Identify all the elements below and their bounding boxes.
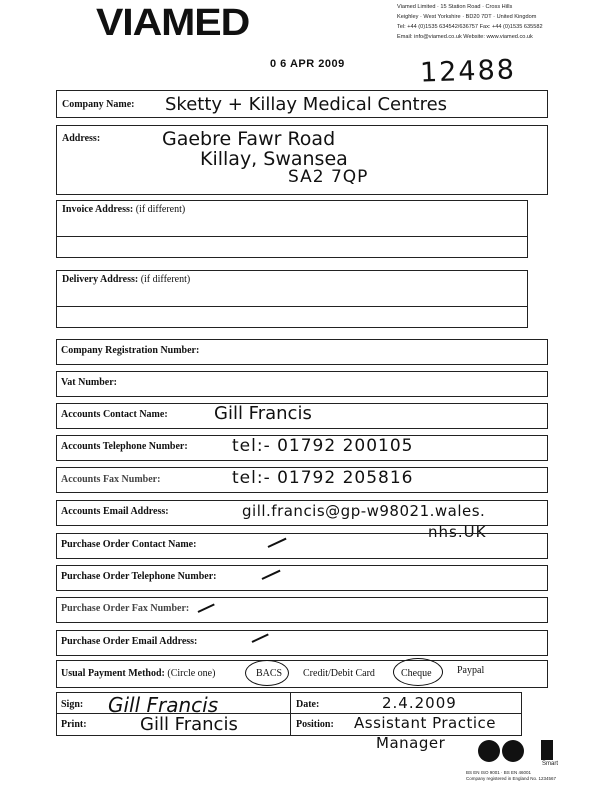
divider (56, 306, 527, 307)
payment-circle-cheque (393, 658, 443, 686)
po-email-label: Purchase Order Email Address: (61, 636, 198, 647)
address-line-3[interactable]: SA2 7QP (288, 167, 369, 187)
accounts-telephone-value[interactable]: tel:- 01792 200105 (232, 436, 414, 456)
address-line: Viamed Limited · 15 Station Road · Cross Hills (397, 4, 513, 10)
accounts-contact-value[interactable]: Gill Francis (214, 403, 312, 424)
divider (290, 692, 291, 735)
address-line-2[interactable]: Killay, Swansea (200, 148, 348, 170)
vat-label: Vat Number: (61, 377, 118, 388)
print-value[interactable]: Gill Francis (140, 714, 238, 735)
company-name-label: Company Name: (62, 99, 135, 110)
footer-line: BS EN ISO 9001 · BS EN 46001 (466, 770, 532, 775)
delivery-address-label (62, 274, 190, 285)
po-telephone-label: Purchase Order Telephone Number: (61, 571, 217, 582)
sign-value[interactable]: Gill Francis (108, 693, 219, 717)
po-contact-label: Purchase Order Contact Name: (61, 539, 197, 550)
certification-logo-icon (478, 740, 500, 762)
invoice-address-label-text: Invoice Address: (62, 204, 134, 215)
address-line-1[interactable]: Gaebre Fawr Road (162, 128, 336, 150)
payment-method-label-text: Usual Payment Method: (61, 668, 165, 679)
position-value-line2[interactable]: Manager (376, 734, 446, 752)
accounts-email-value-line2[interactable]: nhs.UK (428, 523, 487, 541)
address-line: Tel: +44 (0)1535 634542/636757 Fax: +44 (0)1535 635582 (397, 24, 543, 30)
address-label: Address: (62, 133, 101, 144)
reference-number: 12488 (419, 54, 517, 89)
accounts-contact-label: Accounts Contact Name: (61, 409, 168, 420)
footer-line: Company registered in England No. 1234567 (466, 776, 557, 781)
address-line: Email: info@viamed.co.uk Website: www.viamed.co.uk (397, 34, 533, 40)
accounts-telephone-label: Accounts Telephone Number: (61, 441, 188, 452)
payment-circle-bacs (245, 660, 289, 686)
accounts-fax-value[interactable]: tel:- 01792 205816 (232, 468, 414, 488)
address-line: Keighley · West Yorkshire · BD20 7DT · United Kingdom (397, 14, 537, 20)
company-name-value[interactable]: Sketty + Killay Medical Centres (165, 94, 448, 115)
company-address-block (397, 2, 543, 42)
footer-text (466, 770, 556, 782)
invoice-address-label (62, 204, 185, 215)
divider (56, 236, 527, 237)
po-fax-label: Purchase Order Fax Number: (61, 603, 190, 614)
payment-option-paypal[interactable]: Paypal (457, 665, 485, 676)
sign-label: Sign: (61, 699, 84, 710)
company-registration-label: Company Registration Number: (61, 345, 200, 356)
payment-method-label (61, 668, 215, 679)
date-value[interactable]: 2.4.2009 (382, 694, 457, 712)
delivery-address-label-text: Delivery Address: (62, 274, 139, 285)
payment-option-card[interactable]: Credit/Debit Card (303, 668, 375, 679)
payment-method-note: (Circle one) (167, 668, 216, 679)
print-label: Print: (61, 719, 87, 730)
vat-box (56, 371, 548, 397)
date-label: Date: (296, 699, 320, 710)
certification-logo-icon (502, 740, 524, 762)
delivery-address-note: (if different) (140, 274, 191, 285)
accounts-email-value-line1[interactable]: gill.francis@gp-w98021.wales. (242, 502, 486, 520)
payment-option-bacs[interactable]: BACS (256, 668, 283, 679)
company-logo: VIAMED (96, 2, 250, 44)
position-value-line1[interactable]: Assistant Practice (354, 714, 497, 732)
smart-badge-label: Smart (542, 761, 559, 767)
accounts-email-label: Accounts Email Address: (61, 506, 169, 517)
accounts-fax-label: Accounts Fax Number: (61, 474, 161, 485)
received-date-stamp: 0 6 APR 2009 (270, 58, 345, 70)
invoice-address-note: (if different) (135, 204, 186, 215)
smart-badge-icon (541, 740, 553, 760)
position-label: Position: (296, 719, 334, 730)
payment-option-cheque[interactable]: Cheque (401, 668, 432, 679)
